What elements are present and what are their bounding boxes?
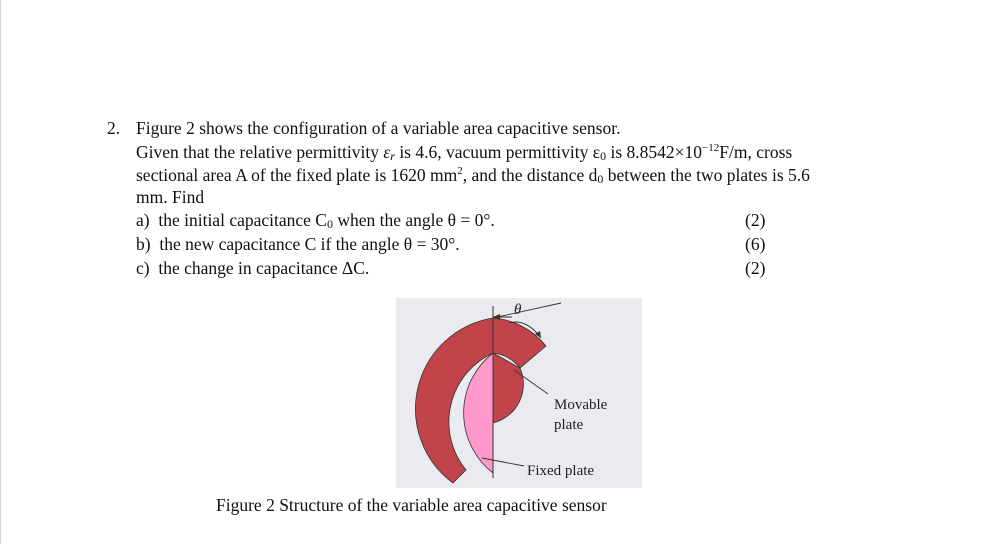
question-area-line: sectional area A of the fixed plate is 1620 $mm^2$, and the distance $d_0$ between the two plates is 5.6 (136, 165, 810, 186)
part-b: b) the new capacitance C if the angle θ = 30°. (136, 234, 460, 254)
figure-caption: Figure 2 Structure of the variable area capacitive sensor (216, 495, 607, 515)
page-left-edge (0, 0, 1, 544)
theta-label: θ (514, 302, 522, 318)
movable-plate-label-line2: plate (554, 417, 584, 433)
sensor-figure (396, 298, 642, 488)
question-find-line: mm. Find (136, 187, 205, 207)
part-a-marks: (2) (745, 210, 766, 230)
part-b-marks: (6) (745, 234, 766, 254)
movable-plate-label-line1: Movable (554, 397, 608, 413)
question-intro: Figure 2 shows the configuration of a variable area capacitive sensor. (136, 118, 621, 138)
fixed-plate-label: Fixed plate (527, 463, 595, 479)
question-number: 2. (107, 118, 121, 138)
question-given-line: Given that the relative permittivity $\varepsilon_r$ is 4.6, vacuum permittivity $\varepsilon_0$ is $8.8542\times 10^{-12}F/m$, cross (136, 142, 793, 163)
part-c: c) the change in capacitance ΔC. (136, 258, 370, 278)
part-a: a) the initial capacitance $C_0$ when the angle θ = 0°. (136, 210, 495, 231)
part-c-marks: (2) (745, 258, 766, 278)
